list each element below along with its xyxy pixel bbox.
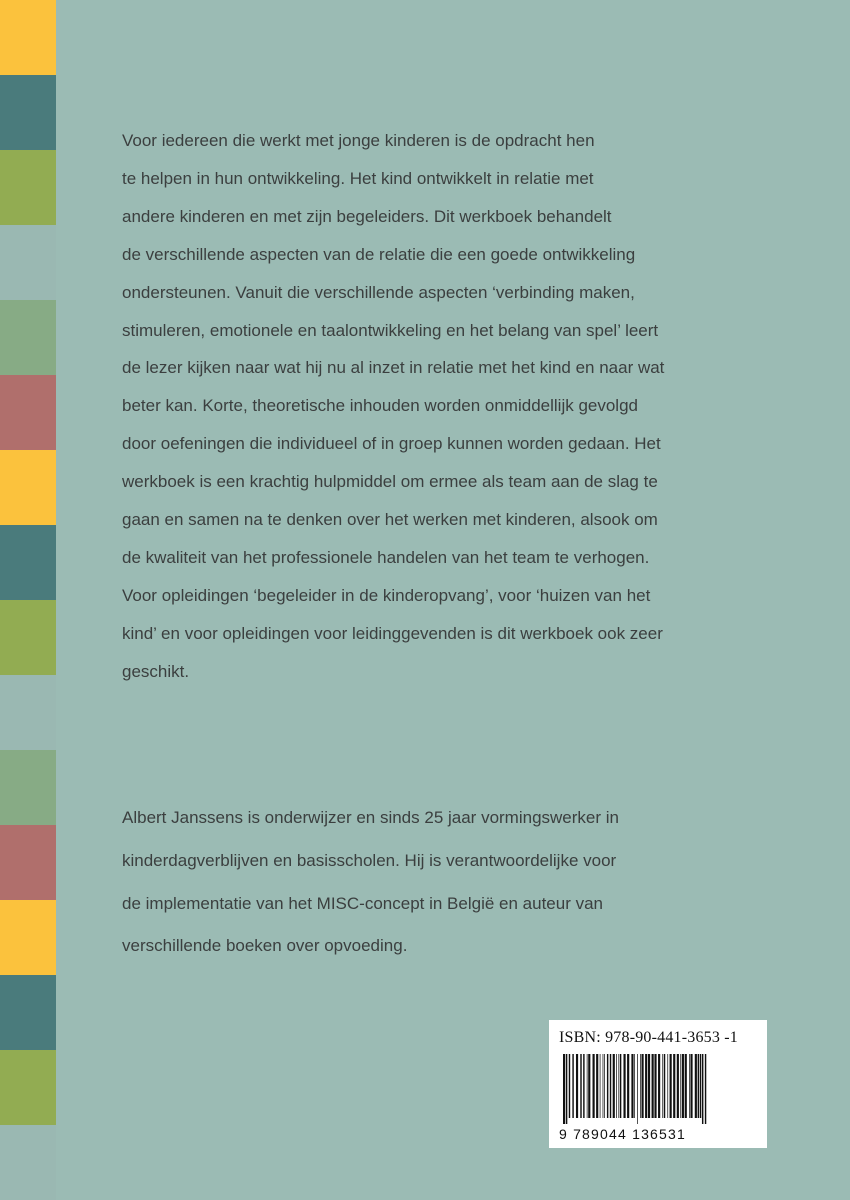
barcode-bar [600,1054,601,1118]
barcode-bar [607,1054,608,1118]
barcode-bar [705,1054,706,1124]
barcode-bar [664,1054,665,1118]
side-color-stripes [0,0,56,1200]
color-stripe [0,750,56,825]
text-line: te helpen in hun ontwikkeling. Het kind ontwikkelt in relatie met [122,168,594,188]
barcode-bar [645,1054,647,1118]
text-line: Voor iedereen die werkt met jonge kinderen is de opdracht hen [122,131,595,150]
barcode-bar [652,1054,654,1118]
text-line: de kwaliteit van het professionele handelen van het team te verhogen. [122,547,650,567]
isbn-barcode-label [549,1020,767,1148]
text-line: de implementatie van het MISC-concept in België en auteur van [122,893,603,913]
text-line: kind’ en voor opleidingen voor leidinggevenden is dit werkboek ook zeer [122,623,663,643]
barcode-bar [631,1054,633,1118]
barcode-bar [596,1054,598,1118]
barcode-bar [572,1054,573,1118]
barcode-bar [673,1054,675,1118]
isbn-number: ISBN: 978-90-441-3653 -1 [559,1029,739,1046]
barcode-bar [613,1054,615,1118]
color-stripe [0,525,56,600]
text-line: Voor opleidingen ‘begeleider in de kinderopvang’, voor ‘huizen van het [122,585,651,605]
barcode-bar [580,1054,581,1118]
barcode-bar [603,1054,604,1118]
color-stripe [0,900,56,975]
barcode-bar [690,1054,692,1118]
barcode-bar [698,1054,699,1118]
barcode-bar [634,1054,635,1118]
color-stripe [0,675,56,750]
author-bio [122,797,762,968]
barcode-bar [593,1054,595,1118]
barcode-bar [640,1054,641,1118]
text-line: kinderdagverblijven en basisscholen. Hij is verantwoordelijke voor [122,850,617,870]
barcode-bar [637,1054,638,1124]
color-stripe [0,1050,56,1125]
barcode-bar [587,1054,588,1118]
text-line: beter kan. Korte, theoretische inhouden worden onmiddellijk gevolgd [122,396,638,416]
color-stripe [0,375,56,450]
text-line: andere kinderen en met zijn begeleiders. Dit werkboek behandelt [122,206,612,226]
barcode-bar [682,1054,684,1118]
barcode-bar [583,1054,584,1118]
barcode-bar [616,1054,617,1118]
barcode-bar [689,1054,690,1118]
text-line: ondersteunen. Vanuit die verschillende aspecten ‘verbinding maken, [122,282,635,302]
barcode-bar [648,1054,650,1118]
color-stripe [0,300,56,375]
text-line: geschikt. [122,661,190,681]
color-stripe [0,0,56,75]
color-stripe [0,225,56,300]
barcode-bar [623,1054,625,1118]
barcode-bar [662,1054,663,1118]
barcode-bar [604,1054,605,1118]
barcode-bar [695,1054,697,1118]
barcode-bar [702,1054,703,1124]
color-stripe [0,1125,56,1200]
text-line: de verschillende aspecten van de relatie die een goede ontwikkeling [122,244,636,264]
barcode-bar [670,1054,672,1118]
barcode-bar [627,1054,629,1118]
barcode-bar [610,1054,611,1118]
barcode-bar [569,1054,570,1118]
barcode-bar [641,1054,643,1118]
barcode-bar [680,1054,681,1118]
barcode-bar [618,1054,619,1118]
text-line: verschillende boeken over opvoeding. [122,936,408,956]
text-line: door oefeningen die individueel of in groep kunnen worden gedaan. Het [122,434,661,454]
barcode-bar [658,1054,660,1118]
book-description [122,122,762,691]
barcode-bar [700,1054,701,1118]
barcode-bar [588,1054,590,1118]
barcode-icon [563,1054,753,1124]
text-line: gaan en samen na te denken over het werken met kinderen, alsook om [122,510,658,530]
barcode-bar [667,1054,668,1118]
text-line: Albert Janssens is onderwijzer en sinds 25 jaar vormingswerker in [122,808,619,827]
barcode-bar [620,1054,621,1118]
barcode-digits: 9 789044 136531 [559,1126,686,1142]
barcode-bar [563,1054,565,1124]
text-line: werkboek is een krachtig hulpmiddel om ermee als team aan de slag te [122,472,658,492]
barcode-bar [654,1054,656,1118]
color-stripe [0,825,56,900]
barcode-bar [576,1054,578,1118]
color-stripe [0,600,56,675]
text-line: stimuleren, emotionele en taalontwikkeling en het belang van spel’ leert [122,320,659,340]
barcode-bar [685,1054,687,1118]
color-stripe [0,975,56,1050]
text-line: de lezer kijken naar wat hij nu al inzet in relatie met het kind en naar wat [122,358,665,378]
color-stripe [0,75,56,150]
color-stripe [0,150,56,225]
color-stripe [0,450,56,525]
barcode-bar [677,1054,679,1118]
barcode-bar [566,1054,567,1124]
